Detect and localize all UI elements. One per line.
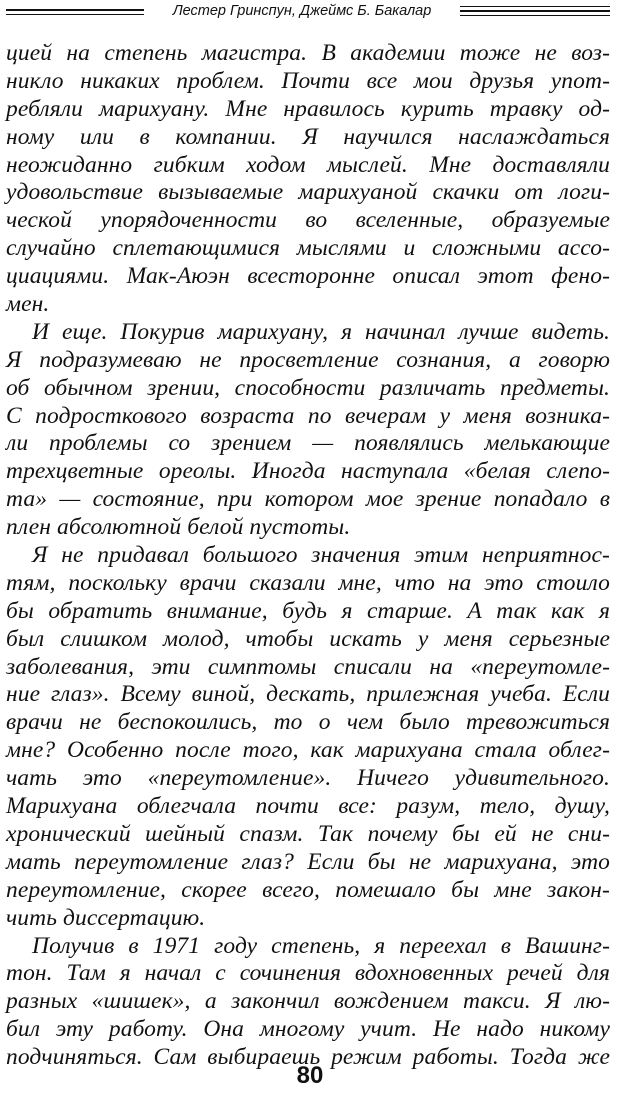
text-line: бил эту работу. Она многому учит. Не надо никому [6, 1016, 610, 1043]
text-line: был слишком молод, чтобы искать у меня серьезные [6, 625, 610, 652]
text-line: заболевания, эти симптомы списали на «переутомле- [6, 653, 610, 680]
text-line: чать это «переутомление». Ничего удивительного. [6, 765, 610, 792]
text-line: та» — состояние, при котором мое зрение попадало в [6, 486, 610, 513]
text-line: хронический шейный спазм. Так почему бы ей не сни- [6, 820, 610, 847]
text-line: Получив в 1971 году степень, я переехал в Вашинг- [32, 932, 610, 959]
text-line: цией на степень магистра. В академии тоже не воз- [6, 40, 610, 66]
text-line: тон. Там я начал с сочинения вдохновенных речей для [6, 960, 610, 987]
text-line: ли проблемы со зрением — появлялись мелькающие [6, 430, 610, 457]
text-line: циациями. Мак-Аюэн всесторонне описал этот фено- [6, 263, 610, 290]
text-line: Я не придавал большого значения этим неприятнос- [32, 542, 610, 569]
running-title: Лестер Гринспун, Джеймс Б. Бакалар [172, 3, 432, 19]
text-line: случайно сплетающимися мыслями и сложными ассо- [6, 235, 610, 262]
page-body [6, 40, 610, 1072]
text-line: мать переутомление глаз? Если бы не марихуана, это [6, 848, 610, 875]
text-line: ние глаз». Всему виной, дескать, прилежная учеба. Если [6, 681, 610, 708]
text-line: мне? Особенно после того, как марихуана стала облег- [6, 737, 610, 764]
text-line: тям, поскольку врачи сказали мне, что на это стоило [6, 569, 610, 596]
paragraph [6, 40, 610, 319]
text-line: Я подразумеваю не просветление сознания, а говорю [6, 346, 610, 373]
text-line: переутомление, скорее всего, помешало бы мне закон- [6, 876, 610, 903]
page-number: 80 [296, 1062, 324, 1089]
paragraph [6, 542, 610, 932]
text-line: подчиняться. Сам выбираешь режим работы. Тогда же [6, 1044, 610, 1071]
paragraph [6, 319, 610, 542]
text-line: трехцветные ореолы. Иногда наступала «белая слепо- [6, 458, 610, 485]
text-line: никло никаких проблем. Почти все мои друзья упот- [6, 67, 610, 94]
text-line: ному или в компании. Я научился наслаждаться [6, 123, 610, 150]
header-rule-left-thin [6, 14, 144, 15]
text-line: И еще. Покурив марихуану, я начинал лучше видеть. [32, 318, 610, 345]
text-line: об обычном зрении, способности различать предметы. [6, 374, 610, 401]
running-header [0, 0, 620, 26]
header-rule-right [460, 10, 610, 12]
text-line: Марихуана облегчала почти все: разум, тело, душу, [6, 793, 610, 820]
text-line: врачи не беспокоились, то о чем было тревожиться [6, 709, 610, 736]
text-line: удовольствие вызываемые марихуаной скачки от логи- [6, 179, 610, 206]
paragraph [6, 933, 610, 1072]
text-line: разных «шишек», а закончил вождением такси. Я лю- [6, 988, 610, 1015]
header-rule-right-top [460, 6, 610, 7]
text-line: ребляли марихуану. Мне нравилось курить травку од- [6, 95, 610, 122]
header-rule-right-bottom [460, 15, 610, 16]
text-line: плен абсолютной белой пустоты. [6, 514, 351, 541]
text-line: мен. [6, 291, 50, 318]
text-line: неожиданно гибким ходом мыслей. Мне доставляли [6, 151, 610, 178]
text-line: бы обратить внимание, будь я старше. А так как я [6, 597, 610, 624]
text-line: ческой упорядоченности во вселенные, образуемые [6, 207, 610, 234]
text-line: чить диссертацию. [6, 904, 206, 931]
text-line: С подросткового возраста по вечерам у меня возника- [6, 402, 610, 429]
header-rule-left [6, 9, 144, 11]
